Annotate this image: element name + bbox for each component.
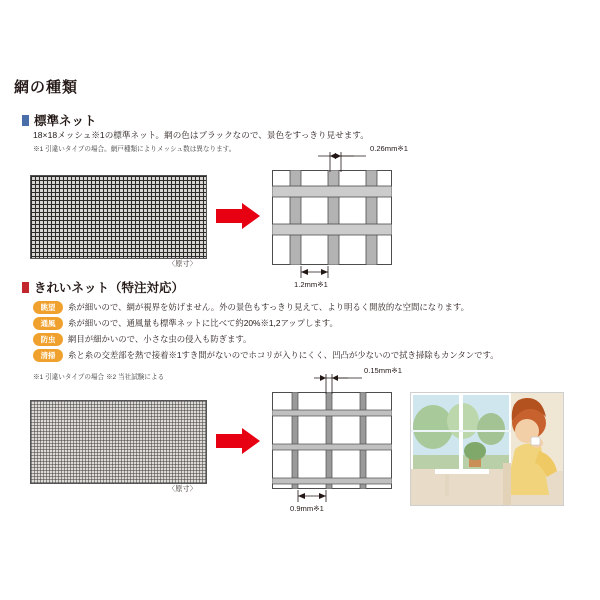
list-item [33, 348, 533, 362]
feature-badge: 清掃 [33, 349, 63, 362]
feature-text: 糸が細いので、網が視界を妨げません。外の景色もすっきり見えて、より明るく開放的な空間になります。 [68, 301, 469, 312]
page-title: 網の種類 [14, 79, 79, 96]
kirei-net-photo [30, 400, 207, 484]
feature-text: 糸が細いので、通風量も標準ネットに比べて約20%※1,2アップします。 [68, 317, 338, 328]
standard-net-gap-label: 1.2mm※1 [294, 280, 328, 289]
kirei-net-footnote: ※1 引違いタイプの場合 ※2 当社試験による [33, 374, 165, 381]
feature-text: 網目が細かいので、小さな虫の侵入も防ぎます。 [68, 333, 252, 344]
blue-square-marker-icon [22, 115, 29, 126]
standard-net-wire-label: 0.26mm※1 [370, 144, 409, 153]
red-arrow-icon-1 [216, 203, 260, 229]
section-heading-label: きれいネット（特注対応） [34, 281, 185, 295]
standard-net-note: ※1 引違いタイプの場合。網戸種類によりメッシュ数は異なります。 [33, 146, 236, 153]
standard-net-diagram-svg [272, 170, 392, 265]
section-heading-standard-net [22, 111, 97, 129]
kirei-net-diagram-svg [272, 392, 392, 489]
feature-badge: 通風 [33, 317, 63, 330]
standard-net-photo-caption: 〈原寸〉 [168, 259, 197, 268]
page-right-edge [590, 0, 600, 600]
standard-net-description: 18×18メッシュ※1の標準ネット。網の色はブラックなので、景色をすっきり見せます。 [33, 130, 369, 140]
page-left-edge [0, 0, 10, 600]
section-heading-label: 標準ネット [34, 114, 97, 128]
feature-text: 糸と糸の交差部を熱で接着※1すき間がないのでホコリが入りにくく、凹凸が少ないので拭き掃除もカンタンです。 [68, 349, 499, 360]
kirei-net-mesh-texture [31, 401, 206, 483]
standard-net-mesh-texture [31, 176, 206, 258]
section-heading-kirei-net [22, 278, 184, 296]
list-item [33, 332, 533, 346]
kirei-net-photo-caption: 〈原寸〉 [168, 484, 197, 493]
list-item [33, 300, 533, 314]
standard-net-photo [30, 175, 207, 259]
window-room-illustration [410, 392, 564, 506]
kirei-net-wire-label: 0.15mm※1 [364, 366, 403, 375]
kirei-net-feature-list [33, 300, 533, 364]
list-item [33, 316, 533, 330]
red-square-marker-icon [22, 282, 29, 293]
kirei-net-diagram [272, 366, 403, 513]
feature-badge: 防虫 [33, 333, 63, 346]
red-arrow-icon-2 [216, 428, 260, 454]
feature-badge: 眺望 [33, 301, 63, 314]
kirei-net-gap-label: 0.9mm※1 [290, 504, 324, 513]
standard-net-diagram [272, 144, 409, 289]
